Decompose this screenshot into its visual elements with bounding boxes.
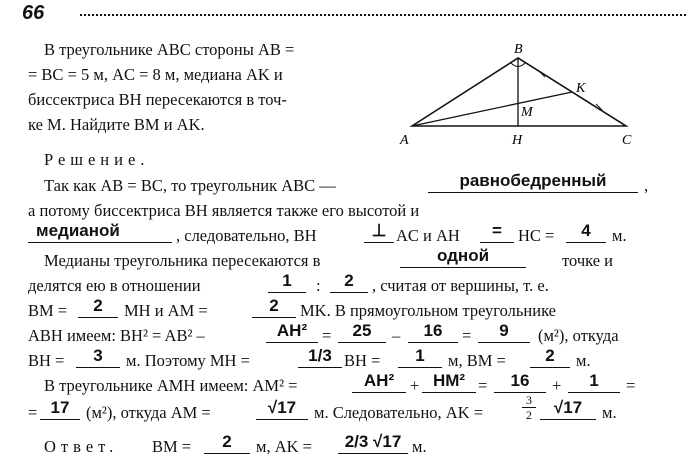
answer-underline xyxy=(268,292,306,293)
answer-text-b: м, AK = xyxy=(256,437,312,456)
answer-underline xyxy=(76,367,120,368)
answer-sqrt17: √17 xyxy=(267,398,297,417)
s5-colon: : xyxy=(316,276,321,295)
s7-text-b: (м²), откуда xyxy=(538,326,619,345)
label-m: M xyxy=(521,105,533,120)
answer-mh: 1 xyxy=(415,346,425,365)
s7-eq-1: = xyxy=(322,326,332,345)
s3-text-a: , следовательно, BH xyxy=(176,226,317,245)
problem-line-3: биссектриса BH пересекаются в точ- xyxy=(28,90,287,109)
answer-underline xyxy=(266,342,318,343)
answer-underline xyxy=(566,242,606,243)
answer-underline xyxy=(338,453,408,454)
answer-underline xyxy=(400,267,526,268)
answer-underline xyxy=(338,342,386,343)
answer-underline xyxy=(568,392,620,393)
answer-underline xyxy=(494,392,546,393)
s4-text-a: Медианы треугольника пересекаются в xyxy=(44,251,321,270)
s3-text-d: м. xyxy=(612,226,627,245)
label-k: K xyxy=(576,81,586,96)
answer-16b: 16 xyxy=(510,371,530,390)
fraction-numerator: 3 xyxy=(526,393,532,407)
answer-ravnobedrenny: равнобедренный xyxy=(459,171,607,190)
answer-underline xyxy=(78,317,118,318)
answer-1b: 1 xyxy=(589,371,599,390)
answer-17: 17 xyxy=(50,398,70,417)
page-number: 66 xyxy=(22,2,45,24)
answer-label: Ответ. xyxy=(44,437,119,456)
answer-underline xyxy=(530,367,570,368)
answer-underline xyxy=(28,242,172,243)
s8-text-e: м. xyxy=(576,351,591,370)
label-b: B xyxy=(514,42,523,57)
s9-text-b: = xyxy=(626,376,636,395)
s5-text-a: делятся ею в отношении xyxy=(28,276,201,295)
problem-line-1: В треугольнике ABC стороны AB = xyxy=(44,40,295,59)
answer-one-third: 1/3 xyxy=(308,346,332,365)
answer-bm: 2 xyxy=(545,346,555,365)
answer-underline xyxy=(204,453,250,454)
answer-text-c: м. xyxy=(412,437,427,456)
answer-perpendicular: ⊥ xyxy=(371,221,387,240)
answer-ratio-2: 2 xyxy=(344,271,354,290)
s4-text-b: точке и xyxy=(562,251,613,270)
triangle-figure xyxy=(390,36,650,154)
answer-medianoy: медианой xyxy=(36,221,120,240)
answer-odnoy: одной xyxy=(436,246,490,265)
answer-ratio-1: 1 xyxy=(282,271,292,290)
answer-underline xyxy=(478,342,530,343)
s8-text-a: BH = xyxy=(28,351,65,370)
answer-underline xyxy=(252,317,296,318)
answer-am-ratio: 2 xyxy=(269,296,279,315)
solution-heading: Решение. xyxy=(44,150,150,169)
s1-comma: , xyxy=(644,176,649,195)
answer-underline xyxy=(540,419,596,420)
fraction-denominator: 2 xyxy=(526,408,532,422)
s1-text: Так как AB = BC, то треугольник ABC — xyxy=(44,176,336,195)
s10-text-c: м. Следовательно, AK = xyxy=(314,403,484,422)
s3-text-c: HC = xyxy=(518,226,555,245)
s8-text-d: м, BM = xyxy=(448,351,506,370)
s10-text-b: (м²), откуда AM = xyxy=(86,403,211,422)
triangle-abc xyxy=(412,58,626,126)
answer-text-a: BM = xyxy=(152,437,192,456)
answer-underline xyxy=(428,192,638,193)
label-c: C xyxy=(622,133,632,148)
answer-final-bm: 2 xyxy=(222,432,232,451)
answer-underline xyxy=(364,242,394,243)
label-a: A xyxy=(400,133,409,148)
answer-ah-squared: AH² xyxy=(276,321,308,340)
s6-text-a: BM = xyxy=(28,301,68,320)
s8-text-b: м. Поэтому MH = xyxy=(126,351,250,370)
answer-ah-value: 4 xyxy=(581,221,591,240)
problem-line-2: = BC = 5 м, AC = 8 м, медиана AK и xyxy=(28,65,283,84)
answer-underline xyxy=(256,419,308,420)
answer-final-ak: 2/3 √17 xyxy=(344,432,402,451)
s6-text-b: MH и AM = xyxy=(124,301,208,320)
s8-text-c: BH = xyxy=(344,351,381,370)
answer-hm-sq: HM² xyxy=(432,371,466,390)
s9-plus-1: + xyxy=(410,376,420,395)
s10-text-d: м. xyxy=(602,403,617,422)
answer-ak-sqrt17: √17 xyxy=(553,398,583,417)
s7-eq-2: = xyxy=(462,326,472,345)
answer-underline xyxy=(352,392,406,393)
answer-ah-sq: AH² xyxy=(363,371,395,390)
problem-line-4: ке M. Найдите BM и AK. xyxy=(28,115,205,134)
s2-text: а потому биссектриса BH является также его высотой и xyxy=(28,201,420,220)
answer-bm-ratio: 2 xyxy=(93,296,103,315)
answer-underline xyxy=(40,419,80,420)
s3-text-b: AC и AH xyxy=(396,226,460,245)
answer-underline xyxy=(408,342,458,343)
answer-25: 25 xyxy=(352,321,372,340)
answer-16: 16 xyxy=(423,321,443,340)
answer-equals: = xyxy=(492,221,502,240)
answer-9: 9 xyxy=(499,321,509,340)
answer-underline xyxy=(298,367,342,368)
s6-text-c: MK. В прямоугольном треугольнике xyxy=(300,301,556,320)
answer-underline xyxy=(422,392,476,393)
fraction xyxy=(522,394,536,421)
median-ak xyxy=(412,92,572,126)
s5-text-b: , считая от вершины, т. е. xyxy=(372,276,549,295)
header-rule xyxy=(80,14,686,16)
s9-plus-2: + xyxy=(552,376,562,395)
s9-eq: = xyxy=(478,376,488,395)
answer-underline xyxy=(480,242,514,243)
answer-underline xyxy=(330,292,368,293)
s7-text-a: ABH имеем: BH² = AB² – xyxy=(28,326,205,345)
s7-minus: – xyxy=(392,326,401,345)
s10-text-a: = xyxy=(28,403,38,422)
answer-underline xyxy=(398,367,442,368)
label-h: H xyxy=(512,133,523,148)
s9-text-a: В треугольнике AMH имеем: AM² = xyxy=(44,376,298,395)
answer-bh: 3 xyxy=(93,346,103,365)
